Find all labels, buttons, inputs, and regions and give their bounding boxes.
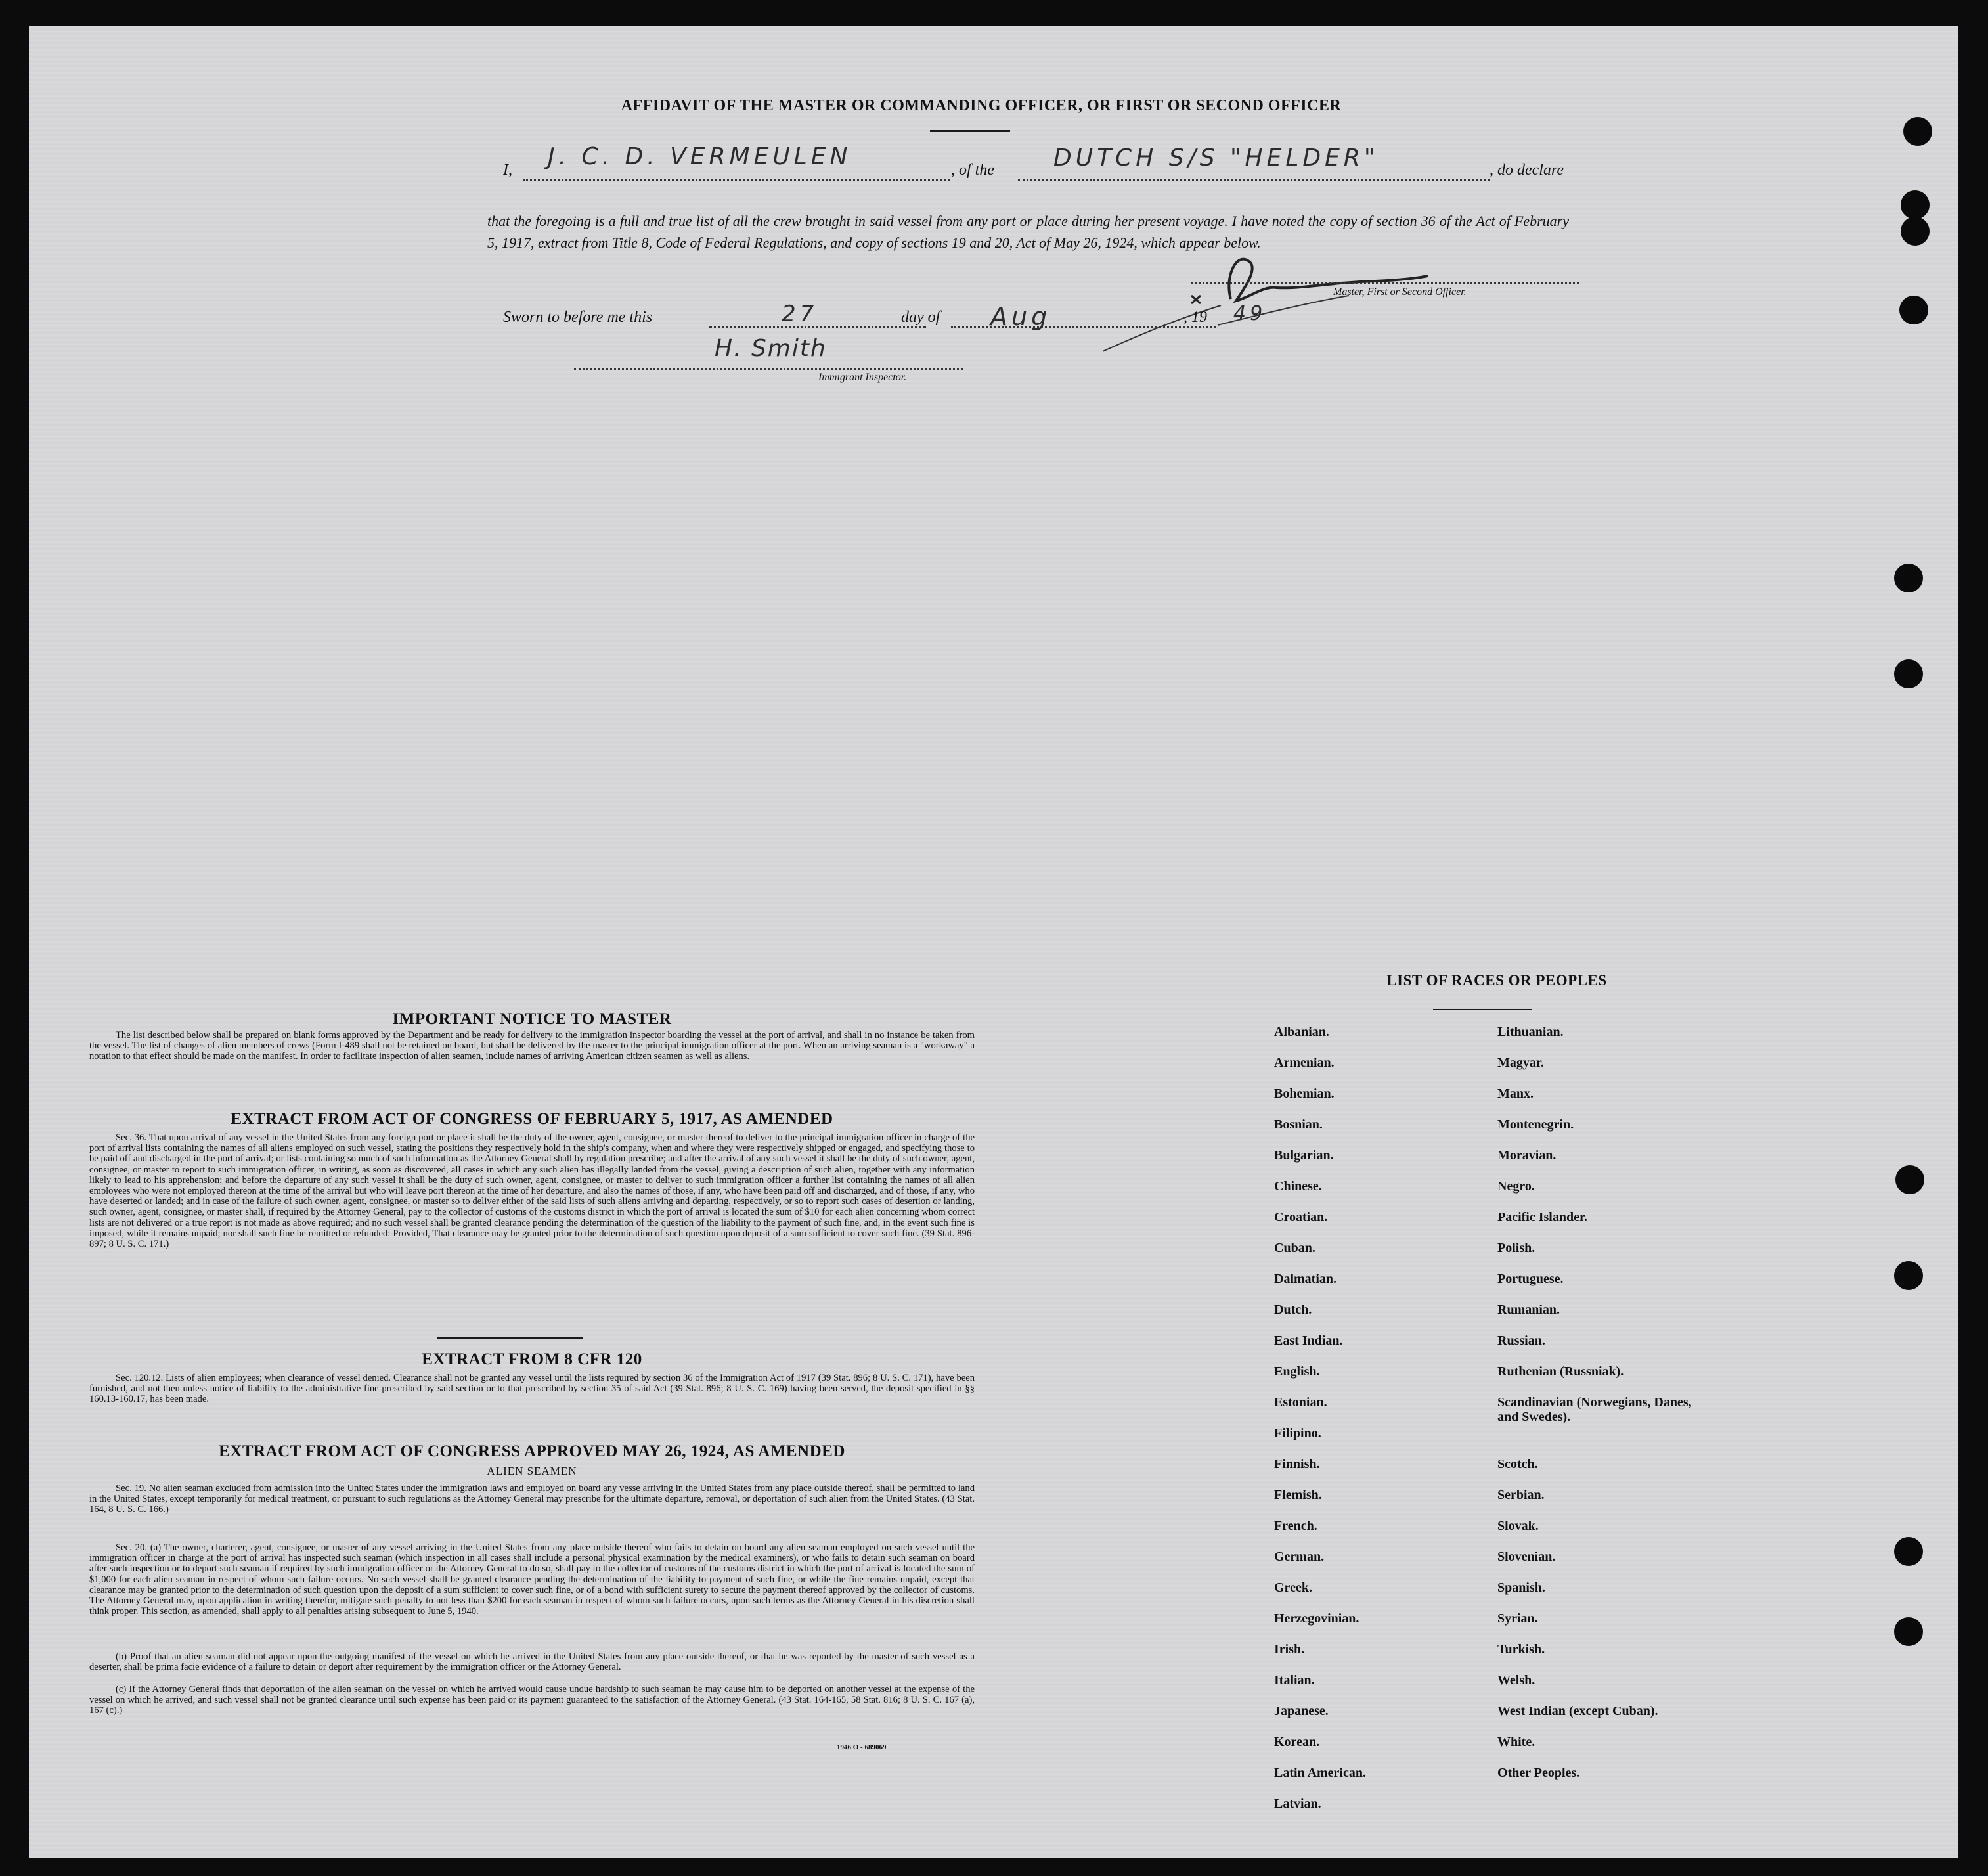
sworn-day-handwritten: 27	[782, 301, 818, 327]
race-item: Moravian.	[1497, 1148, 1557, 1163]
race-item: Magyar.	[1497, 1056, 1544, 1070]
race-item: Irish.	[1274, 1642, 1305, 1657]
print-code: 1946 O - 689069	[837, 1743, 887, 1751]
extract-cfr-title: EXTRACT FROM 8 CFR 120	[422, 1351, 642, 1368]
race-item: Dutch.	[1274, 1303, 1312, 1317]
race-item: Scotch.	[1497, 1457, 1538, 1471]
race-item: Rumanian.	[1497, 1303, 1560, 1317]
race-item: Montenegrin.	[1497, 1117, 1574, 1132]
sworn-month-handwritten: Aug	[990, 302, 1051, 331]
race-item: English.	[1274, 1364, 1320, 1379]
race-item: Albanian.	[1274, 1025, 1329, 1039]
master-signature-line	[1191, 282, 1579, 284]
vessel-name-handwritten: DUTCH S/S "HELDER"	[1053, 145, 1379, 171]
race-item: Slovenian.	[1497, 1550, 1556, 1564]
extract-1917-title: EXTRACT FROM ACT OF CONGRESS OF FEBRUARY 5, 1917, AS AMENDED	[231, 1110, 833, 1128]
section-rule-1	[437, 1337, 583, 1339]
race-item: Chinese.	[1274, 1179, 1322, 1194]
race-item: Syrian.	[1497, 1611, 1538, 1626]
race-item: Ruthenian (Russniak).	[1497, 1364, 1624, 1379]
punch-hole	[1899, 296, 1928, 324]
race-item: Latvian.	[1274, 1797, 1321, 1811]
master-signature	[1178, 223, 1520, 328]
of-the-label: , of the	[951, 162, 994, 179]
inspector-label: Immigrant Inspector.	[818, 372, 907, 383]
notice-title: IMPORTANT NOTICE TO MASTER	[392, 1010, 672, 1028]
inspector-signature-handwritten: H. Smith	[715, 335, 827, 362]
race-item: Other Peoples.	[1497, 1766, 1580, 1780]
master-name-handwritten: J. C. D. VERMEULEN	[548, 143, 852, 170]
race-item: Croatian.	[1274, 1210, 1328, 1224]
year-prefix: , 19	[1183, 309, 1207, 326]
race-item: Estonian.	[1274, 1395, 1327, 1410]
punch-hole	[1903, 117, 1932, 146]
race-item: Dalmatian.	[1274, 1272, 1336, 1286]
race-item: Turkish.	[1497, 1642, 1545, 1657]
extract-1924-sec20b: (b) Proof that an alien seaman did not appear upon the outgoing manifest of the vessel on which he arrived in the United States from any place outside thereof, or that he was reported by the master of such vessel as a deserter, shall be prima facie evidence of a failure to detain or deport after requirement by the immigration officer or the Attorney General.	[89, 1651, 975, 1673]
extract-1924-sec20a: Sec. 20. (a) The owner, charterer, agent, consignee, or master of any vessel arriving in the United States from any place outside thereof who fails to detain on board any alien seaman employed on such vessel until the immigration officer in charge at the port of arrival has inspected such seaman (which inspection in all cases shall include a personal physical examination by the medical examiners), or who fails to detain such seaman on board after such inspection or to deport such seaman if required by such immigration officer or the Attorney General to do so, shall pay to the collector of customs of the customs district in which the port of arrival is located the sum of $1,000 for each alien seaman in respect of whom such failure occurs. No such vessel shall be granted clearance pending the determination of the liability to payment of such fine, or while the fine remains unpaid, except that clearance may be granted prior to the determination of such question upon the deposit of a sum sufficient to cover such fine, or of a bond with sufficient surety to secure the payment thereof approved by the collector of customs. The Attorney General may, upon application in writing therefor, mitigate such penalty to not less than $200 for each seaman in respect of whom such failure occurs, upon such terms as the Attorney General in his discretion shall think proper. This section, as amended, shall apply to all penalties arising subsequent to June 5, 1940.	[89, 1542, 975, 1617]
race-item: German.	[1274, 1550, 1325, 1564]
race-item: Portuguese.	[1497, 1272, 1564, 1286]
label-period: .	[1463, 286, 1467, 298]
race-item: East Indian.	[1274, 1333, 1343, 1348]
race-item: Italian.	[1274, 1673, 1315, 1687]
race-item: Latin American.	[1274, 1766, 1366, 1780]
title-rule	[930, 130, 1010, 132]
race-item: Bosnian.	[1274, 1117, 1323, 1132]
extract-1924-sec20c: (c) If the Attorney General finds that deportation of the alien seaman on the vessel on which he arrived would cause undue hardship to such seaman he may cause him to be deported on another vessel at the expense of the vessel on which he arrived, and such vessel shall not be granted clearance until such expense has been paid or its payment guaranteed to the satisfaction of the Attorney General. (43 Stat. 164-165, 58 Stat. 816; 8 U. S. C. 167 (a), 167 (c).)	[89, 1684, 975, 1716]
punch-hole	[1894, 1537, 1923, 1566]
inspector-signature-line	[574, 368, 963, 370]
race-item: Spanish.	[1497, 1580, 1545, 1595]
vessel-line	[1018, 179, 1490, 181]
race-item: Greek.	[1274, 1580, 1312, 1595]
race-item: Pacific Islander.	[1497, 1210, 1588, 1224]
punch-hole	[1894, 659, 1923, 688]
race-item: Herzegovinian.	[1274, 1611, 1359, 1626]
struck-officer-label: First or Second Officer	[1367, 286, 1464, 298]
sworn-label: Sworn to before me this	[503, 309, 653, 326]
punch-hole	[1901, 217, 1930, 246]
master-label: Master,	[1333, 286, 1367, 298]
punch-hole	[1894, 564, 1923, 592]
race-item: French.	[1274, 1519, 1317, 1533]
race-item: White.	[1497, 1735, 1535, 1749]
races-title: LIST OF RACES OR PEOPLES	[1386, 972, 1607, 989]
race-item: Bohemian.	[1274, 1086, 1335, 1101]
race-item: Welsh.	[1497, 1673, 1535, 1687]
notice-body: The list described below shall be prepared on blank forms approved by the Department and be ready for delivery to the immigration inspector boarding the vessel at the port of arrival, and shall in no instance be taken from the vessel. The list of changes of alien members of crews (Form I-489 shall not be retained on board, but shall be delivered by the master to the principal immigration officer at the port. When an arriving seaman is a "workaway" a notation to that effect should be made on the manifest. In order to facilitate inspection of alien seamen, include names of arriving American citizen seamen as well as aliens.	[89, 1030, 975, 1062]
race-item: Flemish.	[1274, 1488, 1322, 1502]
race-item: Slovak.	[1497, 1519, 1539, 1533]
declare-prefix: I,	[503, 162, 512, 179]
race-item: Japanese.	[1274, 1704, 1329, 1718]
race-item: Cuban.	[1274, 1241, 1315, 1255]
punch-hole	[1894, 1617, 1923, 1646]
race-item: Korean.	[1274, 1735, 1320, 1749]
race-item: Manx.	[1497, 1086, 1534, 1101]
affidavit-title: AFFIDAVIT OF THE MASTER OR COMMANDING OFFICER, OR FIRST OR SECOND OFFICER	[621, 97, 1342, 114]
extract-1924-title: EXTRACT FROM ACT OF CONGRESS APPROVED MAY 26, 1924, AS AMENDED	[219, 1442, 845, 1460]
punch-hole	[1895, 1165, 1924, 1194]
race-item: Negro.	[1497, 1179, 1535, 1194]
extract-1924-sec19: Sec. 19. No alien seaman excluded from admission into the United States under the immigration laws and employed on board any vesse arriving in the United States from any place outside thereof, shall be permitted to land in the United States, except temporarily for medical treatment, or pursuant to such regulations as the Attorney General may prescribe for the ultimate departure, removal, or deportation of such alien from the United States. (43 Stat. 164, 8 U. S. C. 166.)	[89, 1483, 975, 1515]
race-item: Armenian.	[1274, 1056, 1335, 1070]
do-declare-label: , do declare	[1490, 162, 1564, 179]
sworn-year-handwritten: 49	[1233, 302, 1267, 325]
document-page	[29, 26, 1958, 1858]
race-item: Lithuanian.	[1497, 1025, 1564, 1039]
race-item: Polish.	[1497, 1241, 1535, 1255]
extract-cfr-body: Sec. 120.12. Lists of alien employees; when clearance of vessel denied. Clearance shall not be granted any vessel until the lists required by section 36 of the Immigration Act of 1917 (39 Stat. 896; 8 U. S. C. 171), have been furnished, and not then unless notice of liability to the administrative fine prescribed by said section or to that prescribed by section 35 of said Act (39 Stat. 896; 8 U. S. C. 169) having been served, the deposit specified in §§ 160.13-160.17, has been made.	[89, 1373, 975, 1405]
punch-hole	[1901, 190, 1930, 219]
extract-1924-subtitle: ALIEN SEAMEN	[487, 1465, 577, 1477]
race-item: Filipino.	[1274, 1426, 1321, 1440]
declaration-text: that the foregoing is a full and true list of all the crew brought in said vessel from any port or place during her present voyage. I have noted the copy of section 36 of the Act of February 5, 1917, extract from Title 8, Code of Federal Regulations, and copy of sections 19 and 20, Act of May 26, 1924, which appear below.	[487, 213, 1569, 251]
race-item: West Indian (except Cuban).	[1497, 1704, 1658, 1718]
master-signature-label	[1333, 286, 1467, 298]
race-item: Finnish.	[1274, 1457, 1320, 1471]
race-item: Serbian.	[1497, 1488, 1545, 1502]
punch-hole	[1894, 1261, 1923, 1290]
race-item: Bulgarian.	[1274, 1148, 1334, 1163]
races-title-rule	[1433, 1009, 1532, 1010]
extract-1917-body: Sec. 36. That upon arrival of any vessel in the United States from any foreign port or place it shall be the duty of the owner, agent, consignee, or master thereof to deliver to the principal immigration officer in charge of the port of arrival lists containing the names of all aliens employed on such vessel, stating the positions they respectively hold in the ship's company, when and where they were respectively shipped or engaged, and specifying those to be paid off and discharged in the port of arrival; or lists containing so much of such information as the Attorney General shall by regulation prescribe; and after the arrival of any such vessel it shall be the duty of such owner, agent, consignee, or master to report to such immigration officer, in writing, as soon as discovered, all cases in which any such alien has illegally landed from the vessel, giving a description of such alien, together with any information likely to lead to his apprehension; and before the departure of any such vessel it shall be the duty of such owner, agent, consignee, or master to deliver to such immigration officer a further list containing the names of all alien employees who were not employed thereon at the time of the arrival but who will leave port thereon at the time of her departure, and also the names of those, if any, who have been paid off and discharged, and of those, if any, who have deserted or landed; and in case of the failure of such owner, agent, consignee, or master so to deliver either of the said lists of such aliens arriving and departing, respectively, or so to report such cases of desertion or landing, such owner, agent, consignee, or master shall, if required by the Attorney General, pay to the collector of customs of the customs district in which the port of arrival is located the sum of $10 for each alien concerning whom correct lists are not delivered or a true report is not made as above required; and no such vessel shall be granted clearance pending the determination of the question of the liability to the payment of such fine, and, in the event such fine is imposed, while it remains unpaid; nor shall such fine be remitted or refunded: Provided, That clearance may be granted prior to the determination of such question upon deposit of a sum sufficient to cover such fine. (39 Stat. 896-897; 8 U. S. C. 171.)	[89, 1132, 975, 1250]
race-item: Russian.	[1497, 1333, 1545, 1348]
day-of-label: day of	[901, 309, 940, 326]
name-line	[523, 179, 950, 181]
race-item: Scandinavian (Norwegians, Danes, and Swedes).	[1497, 1395, 1692, 1424]
